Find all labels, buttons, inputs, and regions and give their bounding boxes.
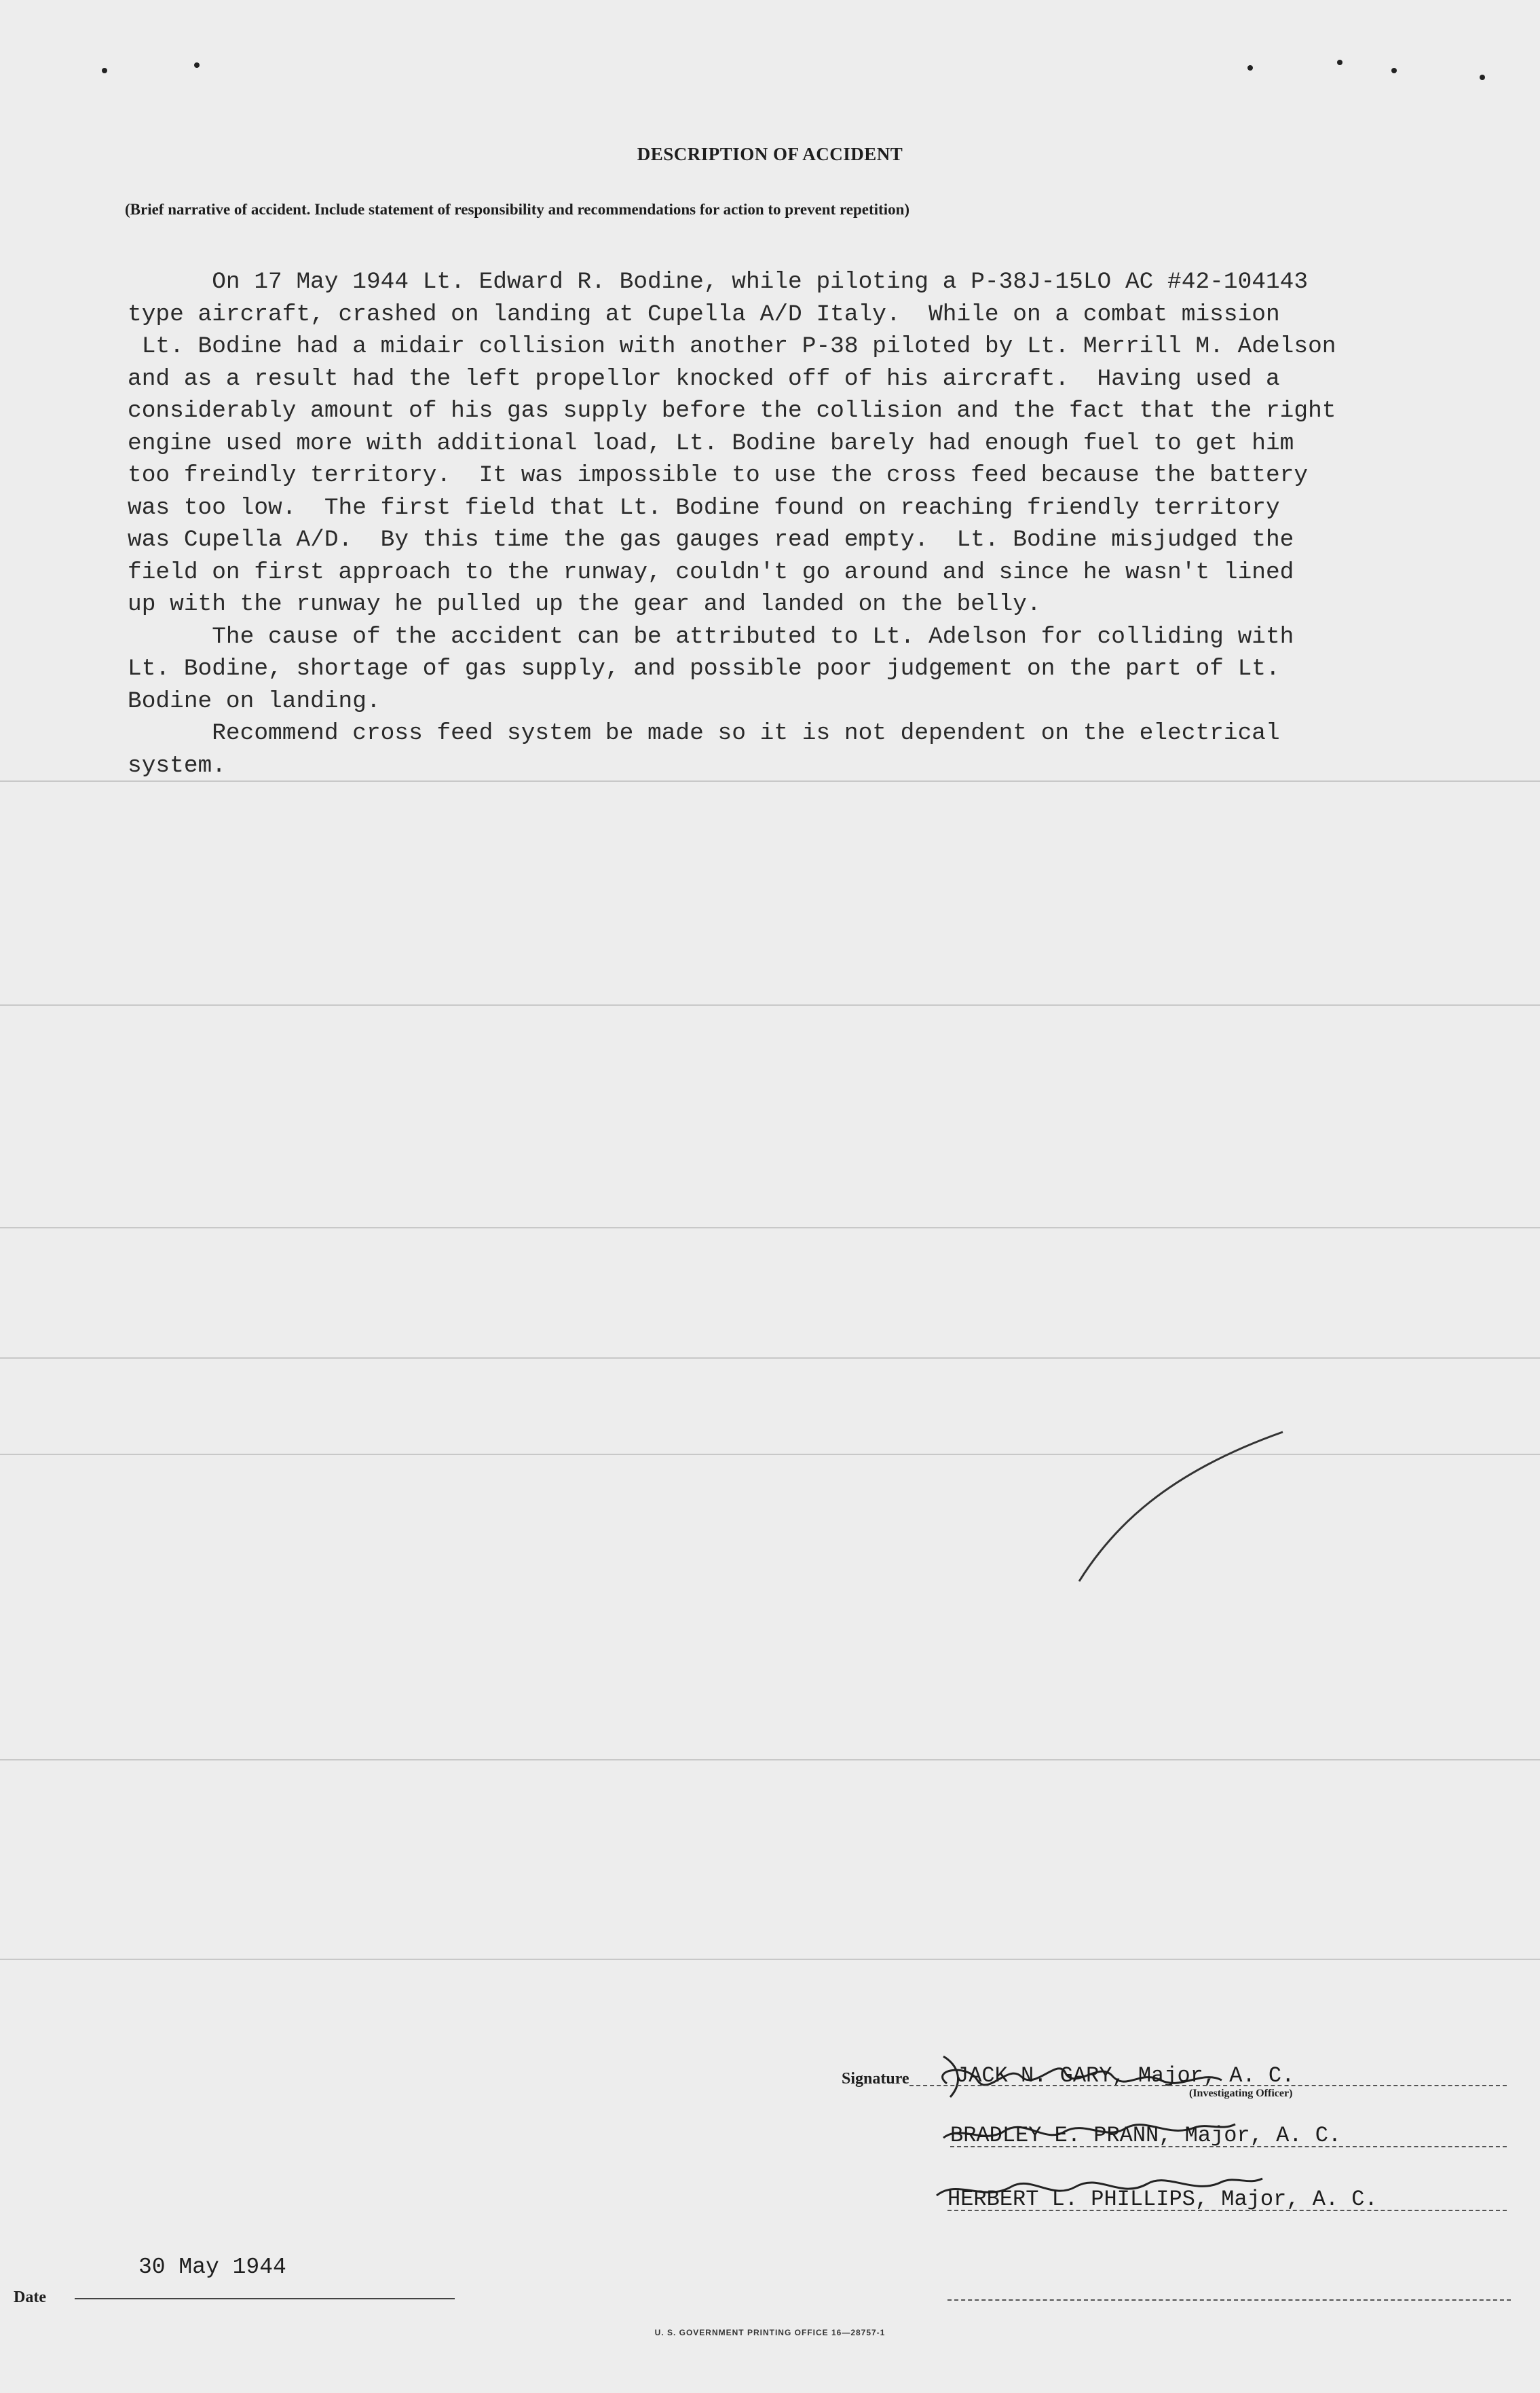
narrative-line: engine used more with additional load, Lt. Bodine barely had enough fuel to get him [128,430,1294,457]
narrative-line: On 17 May 1944 Lt. Edward R. Bodine, while piloting a P-38J-15LO AC #42-104143 [128,269,1309,295]
narrative-line: Lt. Bodine, shortage of gas supply, and possible poor judgement on the part of Lt. [128,656,1280,682]
date-label: Date [14,2288,46,2306]
signature-name-prann: BRADLEY E. PRANN, Major, A. C. [950,2123,1342,2148]
form-title: DESCRIPTION OF ACCIDENT [637,144,903,164]
investigating-officer-label: (Investigating Officer) [1189,2088,1293,2099]
narrative-line: The cause of the accident can be attributed to Lt. Adelson for colliding with [128,623,1294,650]
narrative-line: was Cupella A/D. By this time the gas gauges read empty. Lt. Bodine misjudged the [128,527,1294,553]
narrative-line: considerably amount of his gas supply before the collision and the fact that the right [128,398,1336,424]
ruled-line [0,1227,1540,1228]
narrative-line: Bodine on landing. [128,687,381,715]
date-value: 30 May 1944 [138,2255,286,2280]
ruled-line [0,1357,1540,1359]
narrative-line: was too low. The first field that Lt. Bodine found on reaching friendly territory [128,494,1280,521]
signature-line [950,2146,1507,2147]
film-speck [102,68,107,73]
signature-line [909,2085,1507,2086]
signature-label: Signature [842,2070,909,2088]
accident-narrative [128,266,1539,782]
film-speck [1247,65,1253,71]
narrative-line: up with the runway he pulled up the gear and landed on the belly. [128,591,1041,618]
narrative-line: type aircraft, crashed on landing at Cupella A/D Italy. While on a combat mission [128,301,1280,328]
film-speck [1391,68,1397,73]
film-speck [1337,60,1342,65]
narrative-line: field on first approach to the runway, couldn't go around and since he wasn't lined [128,559,1294,586]
signature-name-gary: JACK N. GARY, Major, A. C. [956,2063,1295,2088]
ruled-line [0,1004,1540,1006]
form-instructions: (Brief narrative of accident. Include statement of responsibility and recommendations for action to prevent repetition) [125,201,910,218]
narrative-line: too freindly territory. It was impossible to use the cross feed because the battery [128,462,1309,489]
narrative-line: Lt. Bodine had a midair collision with another P-38 piloted by Lt. Merrill M. Adelson [128,333,1336,360]
ruled-line [0,1959,1540,1960]
printer-imprint: U. S. GOVERNMENT PRINTING OFFICE 16—28757-1 [654,2328,886,2337]
signature-name-phillips: HERBERT L. PHILLIPS, Major, A. C. [947,2187,1378,2212]
film-speck [1480,75,1485,80]
narrative-line: and as a result had the left propellor knocked off of his aircraft. Having used a [128,365,1280,392]
blank-signature-line [947,2299,1511,2301]
signature-line [947,2210,1507,2211]
date-block [14,2246,489,2314]
pen-stroke-mark [1072,1425,1290,1588]
signature-block [842,2043,1540,2260]
film-speck [194,62,200,68]
narrative-line: system. [128,752,226,779]
date-line [75,2298,455,2299]
ruled-line [0,1759,1540,1760]
narrative-line: Recommend cross feed system be made so it is not dependent on the electrical [128,720,1280,747]
ruled-line [0,1454,1540,1455]
